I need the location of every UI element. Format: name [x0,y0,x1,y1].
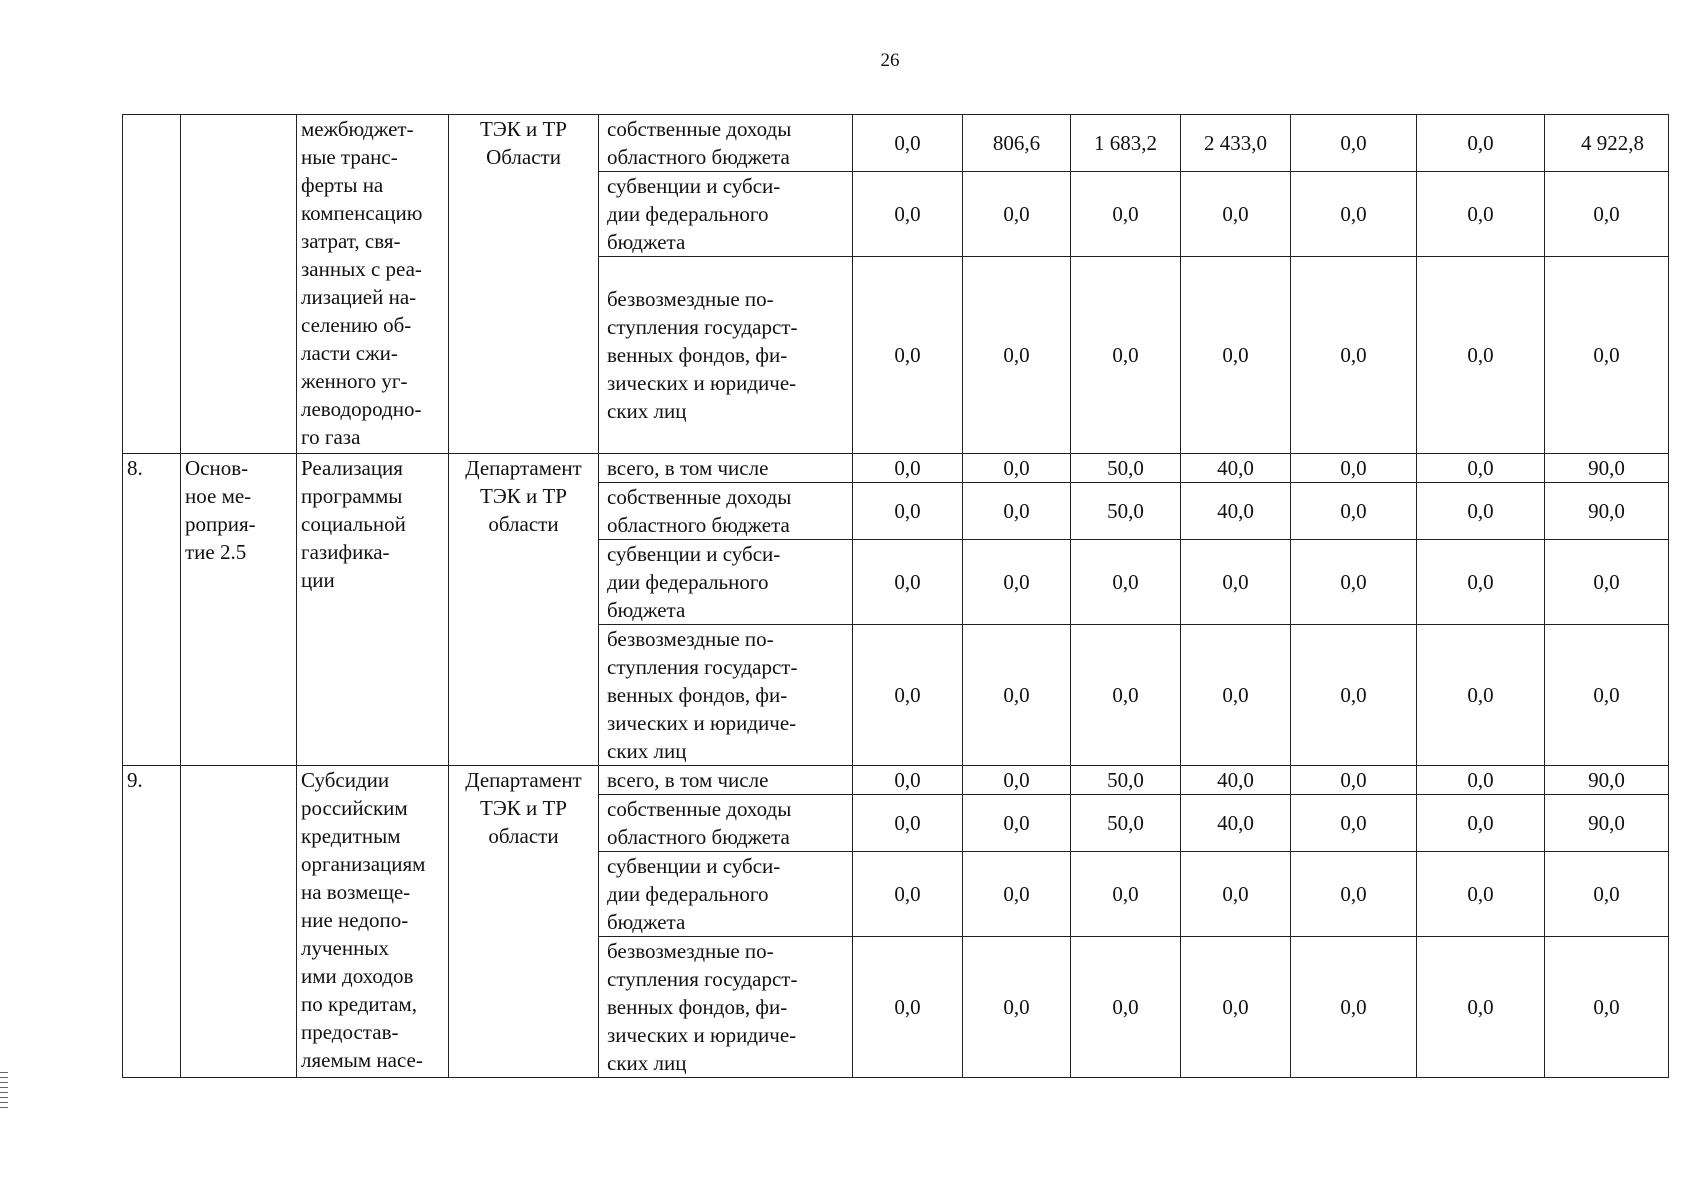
value-cell: 0,0 [1071,172,1181,257]
value-cell: 40,0 [1181,795,1291,852]
value-cell: 0,0 [1291,795,1417,852]
value-cell: 4 922,8 [1545,115,1669,172]
value-cell: 50,0 [1071,454,1181,483]
value-cell: 806,6 [963,115,1071,172]
value-cell: 0,0 [1071,937,1181,1078]
value-cell: 0,0 [963,257,1071,454]
value-cell: 0,0 [1071,257,1181,454]
value-cell: 0,0 [1181,852,1291,937]
value-cell: 90,0 [1545,795,1669,852]
value-cell: 0,0 [853,795,963,852]
value-cell: 0,0 [853,937,963,1078]
value-cell: 0,0 [963,625,1071,766]
funding-source: безвозмездные по- ступления государст- венных фондов, фи- зических и юридиче- ских лиц [599,257,853,454]
value-cell: 0,0 [1417,454,1545,483]
value-cell: 0,0 [853,115,963,172]
table-row [123,115,1669,172]
value-cell: 50,0 [1071,795,1181,852]
value-cell: 0,0 [853,172,963,257]
funding-source: безвозмездные по- ступления государст- венных фондов, фи- зических и юридиче- ских лиц [599,937,853,1078]
value-cell: 0,0 [963,483,1071,540]
value-cell: 0,0 [1071,852,1181,937]
value-cell: 0,0 [853,257,963,454]
value-cell: 0,0 [1291,257,1417,454]
value-cell: 0,0 [1417,115,1545,172]
funding-source: субвенции и субси- дии федерального бюджета [599,852,853,937]
value-cell: 0,0 [1291,454,1417,483]
value-cell: 0,0 [1417,766,1545,795]
executor: Департамент ТЭК и ТР области [449,766,599,1078]
value-cell: 0,0 [1181,937,1291,1078]
value-cell: 0,0 [1291,852,1417,937]
executor: Департамент ТЭК и ТР области [449,454,599,766]
measure-name: Реализация программы социальной газифика- ции [297,454,449,766]
value-cell: 40,0 [1181,454,1291,483]
funding-source: всего, в том числе [599,766,853,795]
value-cell: 0,0 [853,852,963,937]
value-cell: 90,0 [1545,766,1669,795]
value-cell: 0,0 [1291,937,1417,1078]
value-cell: 90,0 [1545,483,1669,540]
value-cell: 0,0 [1417,795,1545,852]
value-cell: 0,0 [963,766,1071,795]
value-cell: 50,0 [1071,766,1181,795]
value-cell: 40,0 [1181,766,1291,795]
funding-source: собственные доходы областного бюджета [599,795,853,852]
funding-source: собственные доходы областного бюджета [599,115,853,172]
value-cell: 0,0 [1417,257,1545,454]
value-cell: 0,0 [853,766,963,795]
funding-source: субвенции и субси- дии федерального бюджета [599,172,853,257]
value-cell: 0,0 [1291,540,1417,625]
value-cell: 0,0 [963,540,1071,625]
funding-source: всего, в том числе [599,454,853,483]
value-cell: 0,0 [853,483,963,540]
funding-source: безвозмездные по- ступления государст- венных фондов, фи- зических и юридиче- ских лиц [599,625,853,766]
value-cell: 0,0 [1291,766,1417,795]
measure-name: Субсидии российским кредитным организациям на возмеще- ние недопо- лученных ими доходов по кредитам, предостав- ляемым насе- [297,766,449,1078]
value-cell: 0,0 [1181,172,1291,257]
page-number: 26 [880,50,900,71]
row-type: Основ- ное ме- роприя- тие 2.5 [181,454,297,766]
row-type [181,766,297,1078]
table-row [123,766,1669,795]
value-cell: 0,0 [1545,172,1669,257]
value-cell: 0,0 [1545,257,1669,454]
value-cell: 40,0 [1181,483,1291,540]
row-number-cell [123,115,181,454]
funding-source: субвенции и субси- дии федерального бюджета [599,540,853,625]
row-type-cell [181,115,297,454]
value-cell: 0,0 [1545,540,1669,625]
row-number: 9. [123,766,181,1078]
value-cell: 0,0 [853,625,963,766]
value-cell: 0,0 [1291,625,1417,766]
value-cell: 0,0 [1071,540,1181,625]
value-cell: 0,0 [1545,937,1669,1078]
value-cell: 0,0 [963,852,1071,937]
executor: ТЭК и ТР Области [449,115,599,454]
value-cell: 0,0 [1291,172,1417,257]
value-cell: 0,0 [1071,625,1181,766]
measure-name: межбюджет- ные транс- ферты на компенсацию затрат, свя- занных с реа- лизацией на- селению об- ласти сжи- женного уг- леводородно- го газа [297,115,449,454]
value-cell: 0,0 [963,937,1071,1078]
value-cell: 90,0 [1545,454,1669,483]
row-number: 8. [123,454,181,766]
value-cell: 0,0 [853,540,963,625]
value-cell: 1 683,2 [1071,115,1181,172]
value-cell: 0,0 [1417,540,1545,625]
value-cell: 0,0 [1417,172,1545,257]
value-cell: 0,0 [1417,852,1545,937]
value-cell: 0,0 [1291,115,1417,172]
value-cell: 0,0 [1291,483,1417,540]
value-cell: 0,0 [1417,937,1545,1078]
value-cell: 0,0 [1181,257,1291,454]
value-cell: 0,0 [1181,625,1291,766]
scan-edge-mark [0,1072,8,1108]
value-cell: 0,0 [1417,483,1545,540]
value-cell: 0,0 [963,172,1071,257]
value-cell: 0,0 [963,795,1071,852]
table-row [123,454,1669,483]
value-cell: 2 433,0 [1181,115,1291,172]
funding-source: собственные доходы областного бюджета [599,483,853,540]
value-cell: 0,0 [1417,625,1545,766]
value-cell: 0,0 [1181,540,1291,625]
value-cell: 0,0 [963,454,1071,483]
budget-table [122,114,1669,1078]
value-cell: 50,0 [1071,483,1181,540]
value-cell: 0,0 [1545,625,1669,766]
value-cell: 0,0 [1545,852,1669,937]
value-cell: 0,0 [853,454,963,483]
